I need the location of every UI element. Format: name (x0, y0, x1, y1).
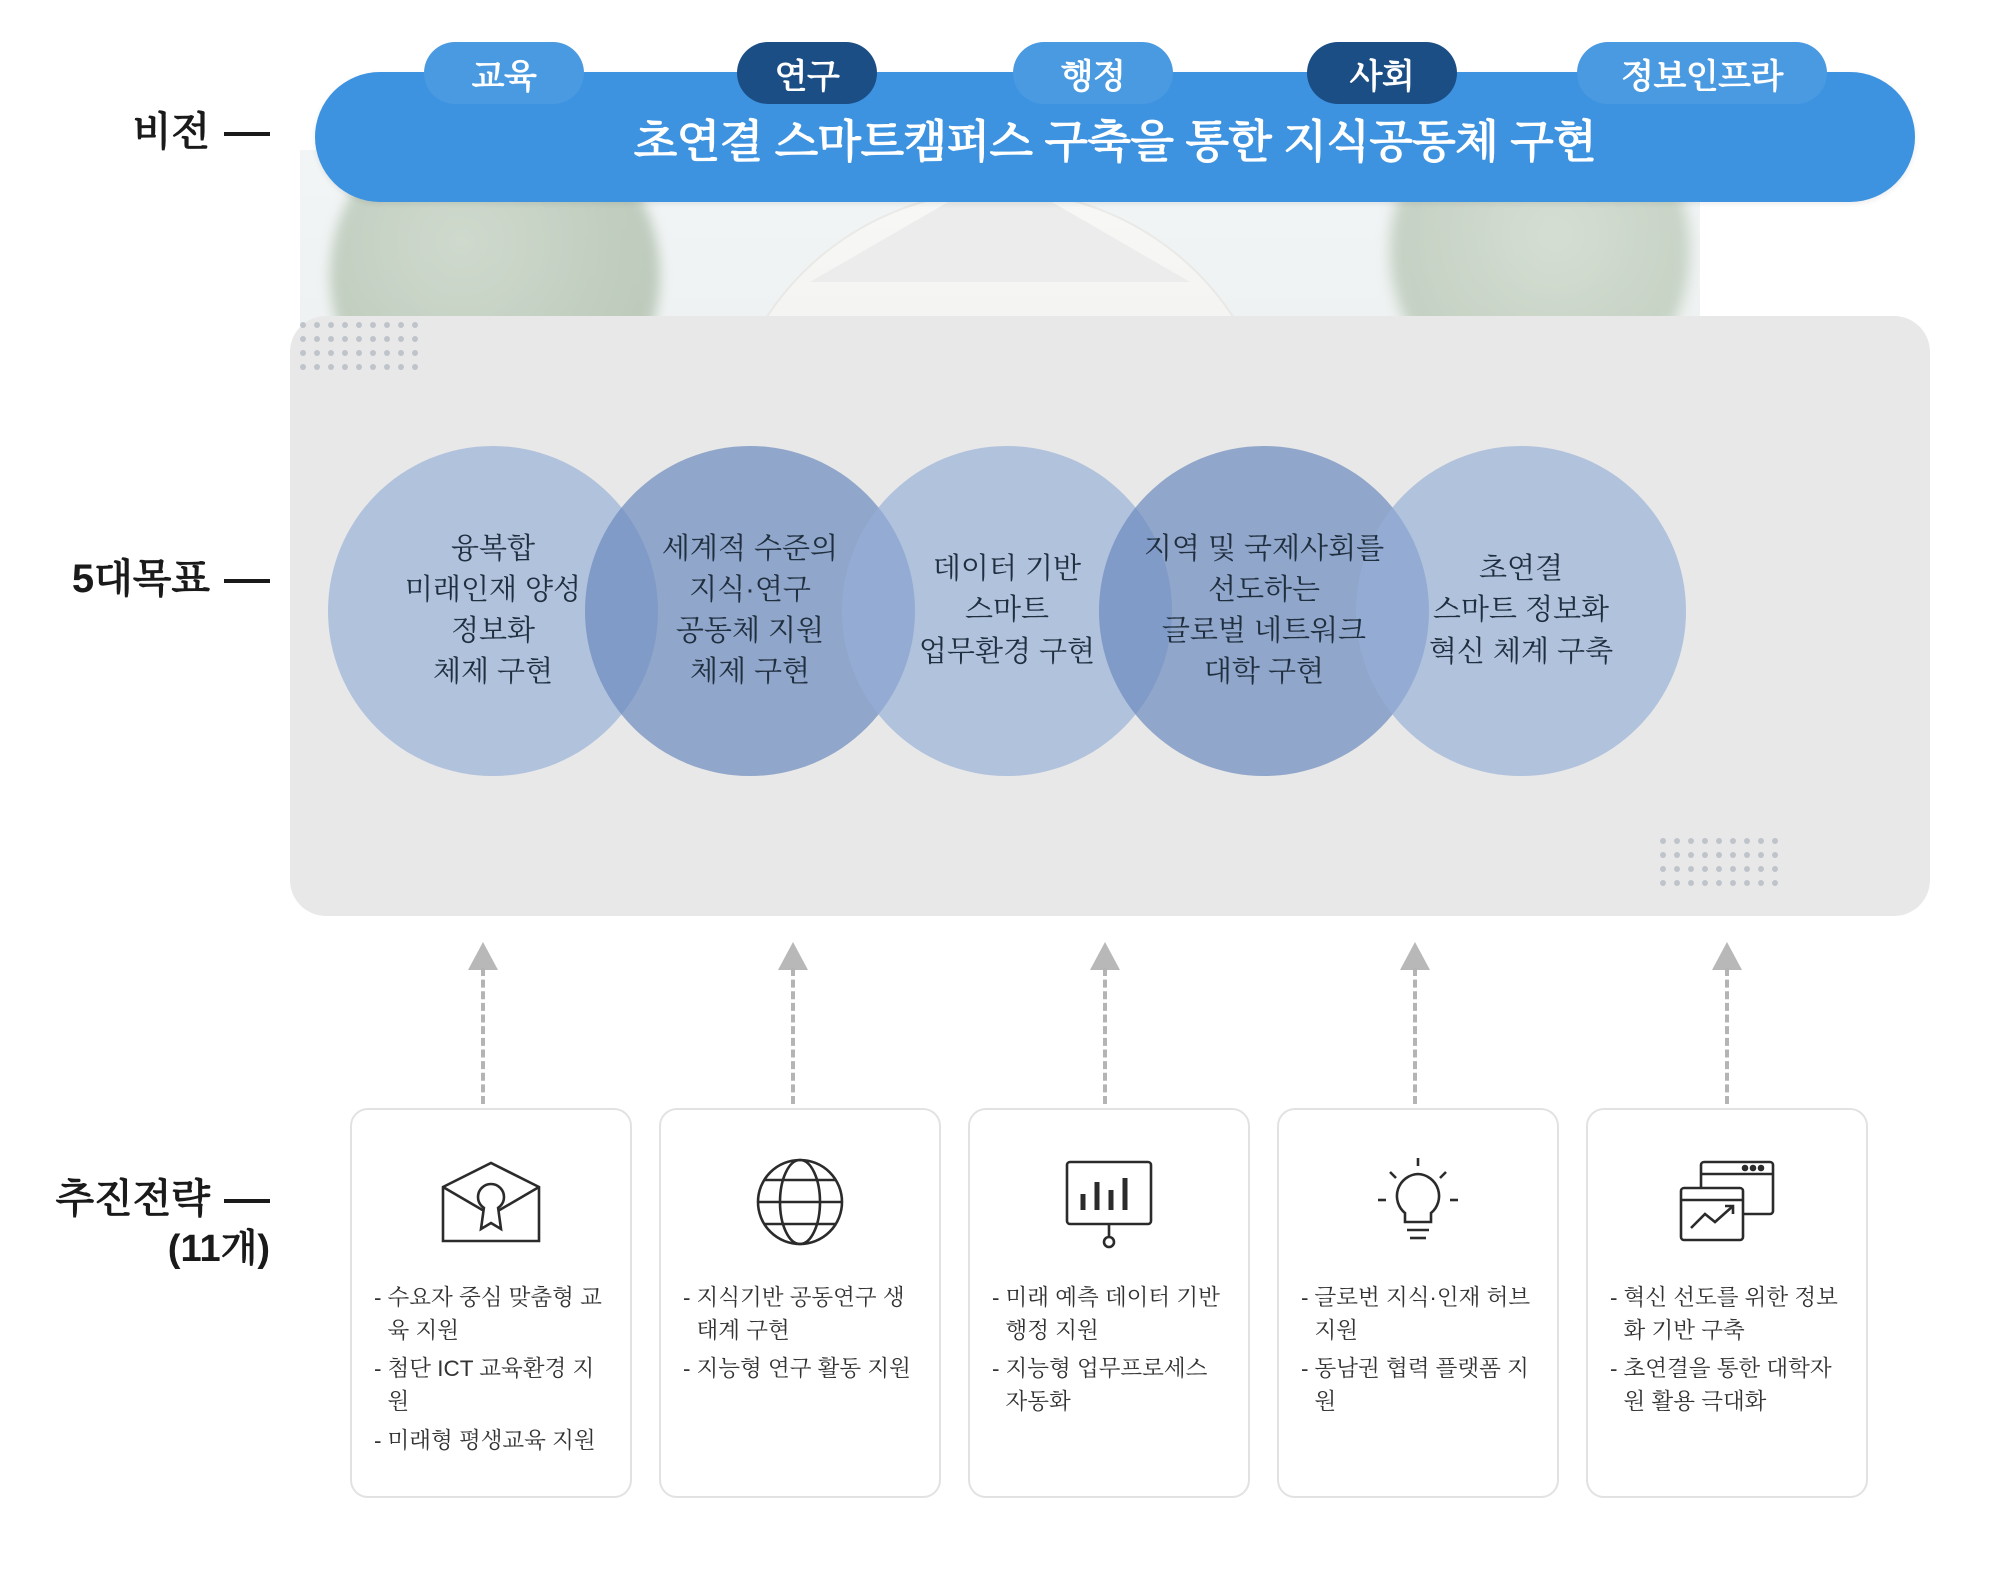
rail-label-vision (40, 108, 270, 157)
rail-dash (224, 132, 270, 136)
list-item: - 미래형 평생교육 지원 (374, 1427, 596, 1453)
list-item: - 혁신 선도를 위한 정보화 기반 구축 (1610, 1285, 1838, 1343)
strategy-card-society[interactable] (1277, 1108, 1559, 1498)
goal-pill-label: 연구 (774, 57, 840, 96)
strategy-card-administration[interactable] (968, 1108, 1250, 1498)
rail-label-vision-text: 비전 (132, 110, 210, 154)
list-item: - 초연결을 통한 대학자원 활용 극대화 (1610, 1356, 1832, 1414)
list-item: - 미래 예측 데이터 기반 행정 지원 (992, 1285, 1220, 1343)
goal-circles-row (290, 316, 1930, 916)
strategy-list-infrastructure (1588, 1282, 1866, 1419)
rail-label-goals-text: 5대목표 (71, 557, 210, 601)
rail-dash (224, 1199, 270, 1203)
goal-body-infrastructure: 초연결 스마트 정보화 혁신 체계 구축 (1428, 553, 1614, 668)
strategy-card-infrastructure[interactable] (1586, 1108, 1868, 1498)
globe-icon (661, 1110, 939, 1282)
goal-pill-society (1307, 42, 1457, 104)
goal-pill-label: 교육 (471, 57, 537, 96)
goal-pill-infrastructure (1577, 42, 1827, 104)
rail-label-strategy (0, 1175, 270, 1272)
goal-body-society: 지역 및 국제사회를 선도하는 글로벌 네트워크 대학 구현 (1143, 532, 1385, 689)
goal-body-research: 세계적 수준의 지식·연구 공동체 지원 체제 구현 (661, 532, 839, 689)
goal-pill-research (737, 42, 877, 104)
list-item: - 수요자 중심 맞춤형 교육 지원 (374, 1285, 602, 1343)
rail-label-strategy-count: (11개) (167, 1227, 270, 1270)
vision-text: 초연결 스마트캠퍼스 구축을 통한 지식공동체 구현 (633, 115, 1597, 167)
goal-pill-education (424, 42, 584, 104)
strategy-card-education[interactable] (350, 1108, 632, 1498)
goal-body-education: 융복합 미래인재 양성 정보화 체제 구현 (404, 532, 582, 689)
rail-dash (224, 579, 270, 583)
presentation-chart-icon (970, 1110, 1248, 1282)
goal-circle-society (1099, 446, 1429, 776)
browser-growth-icon (1588, 1110, 1866, 1282)
list-item: - 지능형 연구 활동 지원 (683, 1356, 911, 1382)
strategy-list-education (352, 1282, 630, 1457)
goal-pill-label: 정보인프라 (1621, 57, 1783, 96)
rail-label-strategy-text: 추진전략 (55, 1177, 210, 1221)
goal-circle-infrastructure (1356, 446, 1686, 776)
lightbulb-icon (1279, 1110, 1557, 1282)
strategy-list-research (661, 1282, 939, 1386)
list-item: - 지능형 업무프로세스 자동화 (992, 1356, 1208, 1414)
goal-body-administration: 데이터 기반 스마트 업무환경 구현 (918, 553, 1096, 668)
list-item: - 글로번 지식·인재 허브 지원 (1301, 1285, 1531, 1343)
goal-pill-label: 사회 (1349, 57, 1415, 96)
list-item: - 지식기반 공동연구 생태계 구현 (683, 1285, 905, 1343)
goal-pill-label: 행정 (1060, 57, 1126, 96)
rail-label-goals (10, 555, 270, 604)
strategy-list-society (1279, 1282, 1557, 1419)
strategy-card-research[interactable] (659, 1108, 941, 1498)
list-item: - 동남권 협력 플랫폼 지원 (1301, 1356, 1529, 1414)
list-item: - 첨단 ICT 교육환경 지원 (374, 1356, 595, 1414)
strategy-list-administration (970, 1282, 1248, 1419)
certificate-envelope-icon (352, 1110, 630, 1282)
goal-pill-administration (1013, 42, 1173, 104)
